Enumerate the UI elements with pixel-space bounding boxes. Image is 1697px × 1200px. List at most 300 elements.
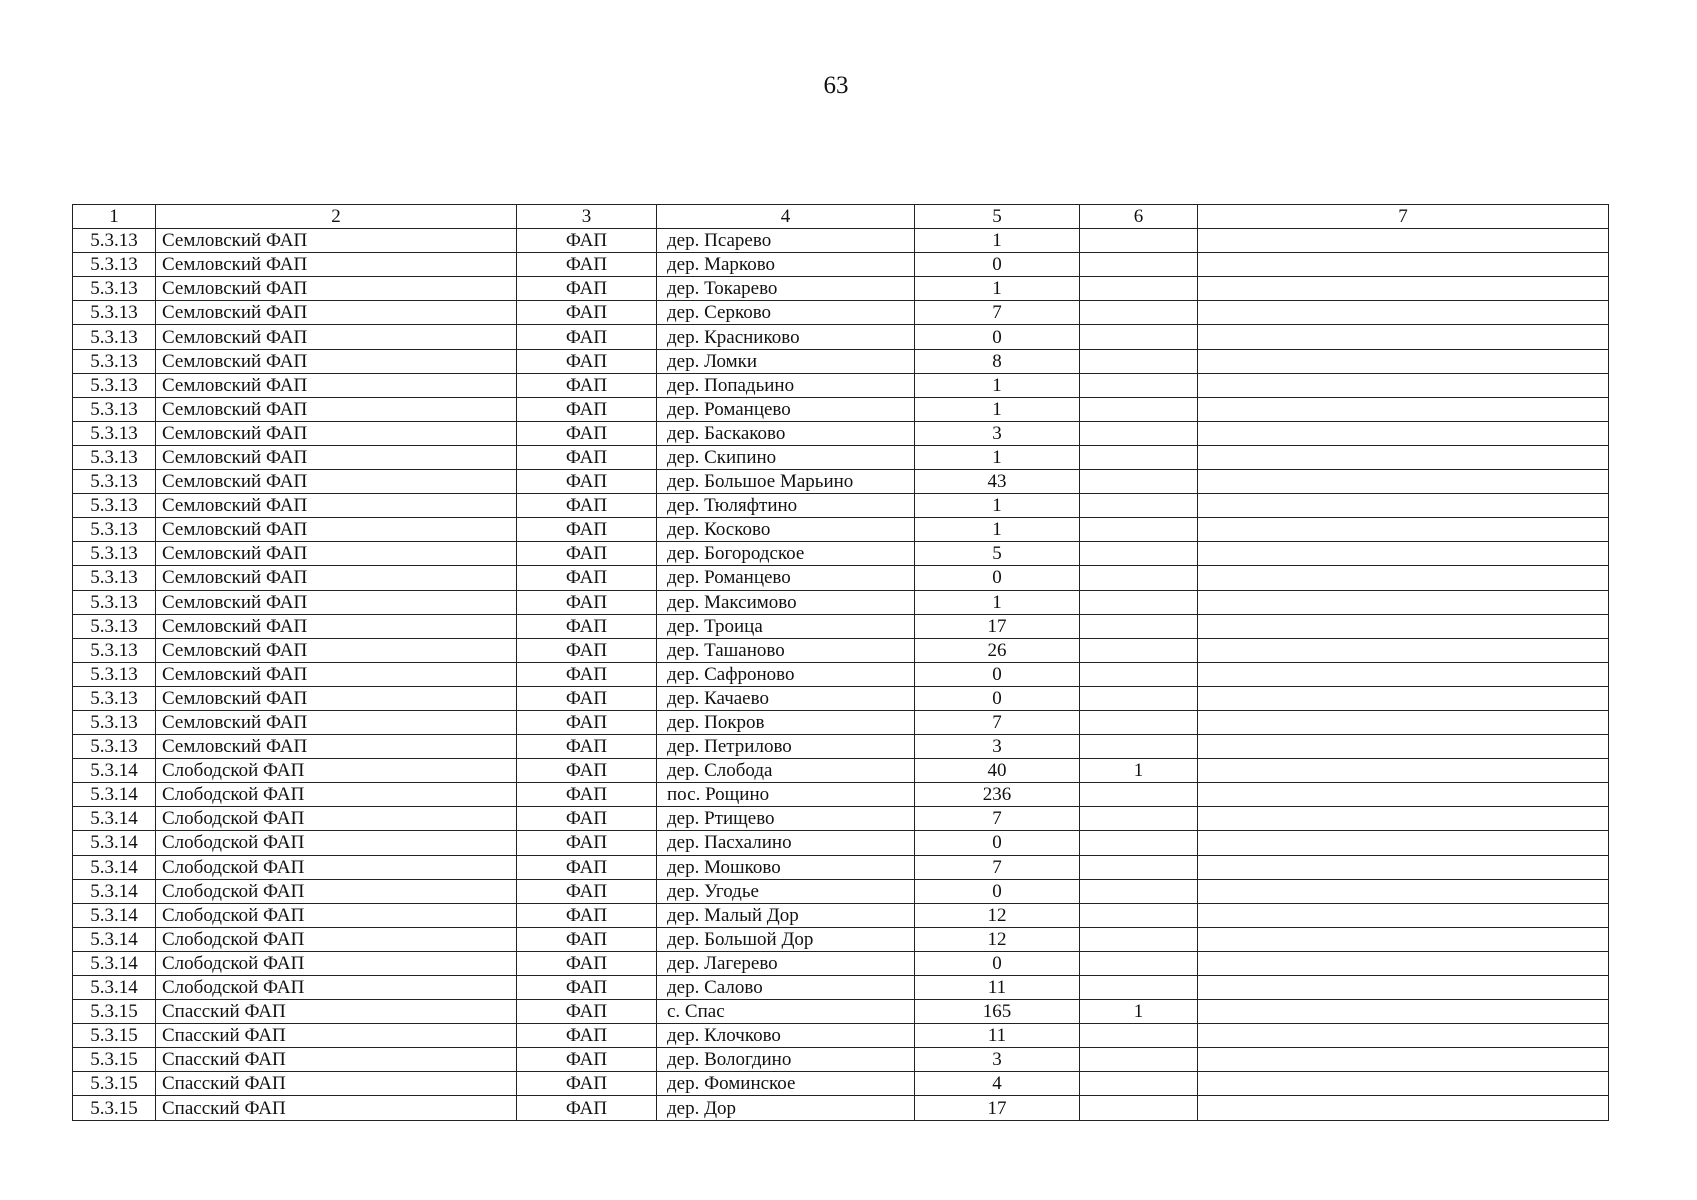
table-row [73, 710, 1609, 734]
cell-code: 5.3.13 [73, 229, 156, 253]
cell-col7 [1198, 1000, 1609, 1024]
cell-col7 [1198, 277, 1609, 301]
cell-col7 [1198, 349, 1609, 373]
cell-count: 0 [915, 951, 1080, 975]
cell-col7 [1198, 662, 1609, 686]
cell-col6 [1080, 349, 1198, 373]
cell-settlement: дер. Петрилово [657, 735, 915, 759]
cell-col7 [1198, 325, 1609, 349]
cell-settlement: дер. Косково [657, 518, 915, 542]
cell-settlement: дер. Красниково [657, 325, 915, 349]
cell-col6 [1080, 397, 1198, 421]
table-row [73, 951, 1609, 975]
cell-code: 5.3.14 [73, 855, 156, 879]
cell-type: ФАП [517, 397, 657, 421]
cell-facility: Семловский ФАП [156, 590, 517, 614]
header-col-3: 3 [517, 205, 657, 229]
table-row [73, 397, 1609, 421]
cell-settlement: дер. Попадьино [657, 373, 915, 397]
table-row [73, 229, 1609, 253]
cell-code: 5.3.13 [73, 518, 156, 542]
cell-col6 [1080, 229, 1198, 253]
table-row [73, 301, 1609, 325]
cell-code: 5.3.13 [73, 710, 156, 734]
cell-code: 5.3.14 [73, 783, 156, 807]
table-row [73, 542, 1609, 566]
table-row [73, 735, 1609, 759]
table-row [73, 1072, 1609, 1096]
cell-type: ФАП [517, 903, 657, 927]
cell-settlement: дер. Лагерево [657, 951, 915, 975]
cell-settlement: дер. Марково [657, 253, 915, 277]
cell-facility: Семловский ФАП [156, 445, 517, 469]
cell-facility: Семловский ФАП [156, 710, 517, 734]
cell-col6 [1080, 1072, 1198, 1096]
cell-col7 [1198, 229, 1609, 253]
cell-type: ФАП [517, 277, 657, 301]
cell-count: 1 [915, 229, 1080, 253]
table-row [73, 686, 1609, 710]
cell-count: 7 [915, 710, 1080, 734]
cell-col6 [1080, 638, 1198, 662]
cell-col7 [1198, 494, 1609, 518]
table-row [73, 855, 1609, 879]
cell-settlement: дер. Салово [657, 976, 915, 1000]
cell-col7 [1198, 470, 1609, 494]
cell-count: 26 [915, 638, 1080, 662]
cell-type: ФАП [517, 686, 657, 710]
cell-code: 5.3.13 [73, 253, 156, 277]
cell-col6 [1080, 566, 1198, 590]
cell-settlement: дер. Вологдино [657, 1048, 915, 1072]
cell-count: 1 [915, 277, 1080, 301]
cell-code: 5.3.15 [73, 1072, 156, 1096]
cell-col6 [1080, 976, 1198, 1000]
cell-count: 7 [915, 301, 1080, 325]
cell-type: ФАП [517, 542, 657, 566]
table-row [73, 349, 1609, 373]
cell-facility: Семловский ФАП [156, 614, 517, 638]
cell-count: 1 [915, 494, 1080, 518]
cell-col6 [1080, 807, 1198, 831]
cell-count: 1 [915, 373, 1080, 397]
cell-settlement: дер. Ташаново [657, 638, 915, 662]
cell-col6 [1080, 662, 1198, 686]
cell-col6 [1080, 445, 1198, 469]
cell-settlement: дер. Романцево [657, 566, 915, 590]
cell-col6 [1080, 855, 1198, 879]
cell-code: 5.3.13 [73, 397, 156, 421]
cell-type: ФАП [517, 590, 657, 614]
cell-facility: Семловский ФАП [156, 373, 517, 397]
cell-facility: Семловский ФАП [156, 325, 517, 349]
cell-col6 [1080, 542, 1198, 566]
page-number: 63 [823, 72, 849, 99]
table-header [73, 205, 1609, 229]
table-row [73, 590, 1609, 614]
cell-type: ФАП [517, 349, 657, 373]
table-row [73, 831, 1609, 855]
cell-facility: Семловский ФАП [156, 470, 517, 494]
cell-type: ФАП [517, 831, 657, 855]
cell-type: ФАП [517, 566, 657, 590]
cell-settlement: дер. Тюляфтино [657, 494, 915, 518]
cell-col7 [1198, 710, 1609, 734]
table-row [73, 494, 1609, 518]
cell-count: 1 [915, 397, 1080, 421]
header-row [73, 205, 1609, 229]
cell-code: 5.3.13 [73, 686, 156, 710]
cell-type: ФАП [517, 1072, 657, 1096]
cell-facility: Спасский ФАП [156, 1024, 517, 1048]
cell-count: 1 [915, 518, 1080, 542]
table-row [73, 614, 1609, 638]
table-row [73, 759, 1609, 783]
cell-col7 [1198, 1024, 1609, 1048]
table-row [73, 1024, 1609, 1048]
cell-count: 7 [915, 807, 1080, 831]
cell-settlement: дер. Пасхалино [657, 831, 915, 855]
cell-settlement: дер. Качаево [657, 686, 915, 710]
cell-code: 5.3.13 [73, 301, 156, 325]
cell-col6 [1080, 927, 1198, 951]
cell-facility: Семловский ФАП [156, 397, 517, 421]
cell-col6: 1 [1080, 1000, 1198, 1024]
cell-settlement: дер. Романцево [657, 397, 915, 421]
cell-code: 5.3.14 [73, 831, 156, 855]
cell-col6 [1080, 301, 1198, 325]
cell-settlement: дер. Скипино [657, 445, 915, 469]
cell-count: 8 [915, 349, 1080, 373]
cell-facility: Слободской ФАП [156, 927, 517, 951]
cell-facility: Семловский ФАП [156, 542, 517, 566]
cell-col6 [1080, 1048, 1198, 1072]
cell-col7 [1198, 855, 1609, 879]
cell-type: ФАП [517, 783, 657, 807]
cell-type: ФАП [517, 638, 657, 662]
cell-code: 5.3.13 [73, 445, 156, 469]
cell-facility: Слободской ФАП [156, 855, 517, 879]
cell-code: 5.3.13 [73, 662, 156, 686]
cell-facility: Слободской ФАП [156, 759, 517, 783]
cell-type: ФАП [517, 976, 657, 1000]
table-row [73, 903, 1609, 927]
cell-col7 [1198, 566, 1609, 590]
cell-type: ФАП [517, 614, 657, 638]
header-col-4: 4 [657, 205, 915, 229]
cell-count: 0 [915, 686, 1080, 710]
cell-col6 [1080, 325, 1198, 349]
cell-settlement: дер. Дор [657, 1096, 915, 1120]
cell-facility: Спасский ФАП [156, 1048, 517, 1072]
cell-col7 [1198, 518, 1609, 542]
cell-count: 11 [915, 1024, 1080, 1048]
cell-code: 5.3.13 [73, 542, 156, 566]
cell-count: 0 [915, 831, 1080, 855]
cell-col7 [1198, 831, 1609, 855]
cell-col6 [1080, 614, 1198, 638]
cell-code: 5.3.14 [73, 903, 156, 927]
cell-facility: Семловский ФАП [156, 421, 517, 445]
cell-facility: Семловский ФАП [156, 566, 517, 590]
cell-col7 [1198, 927, 1609, 951]
table-row [73, 879, 1609, 903]
cell-settlement: с. Спас [657, 1000, 915, 1024]
cell-facility: Семловский ФАП [156, 662, 517, 686]
cell-facility: Спасский ФАП [156, 1096, 517, 1120]
cell-type: ФАП [517, 1024, 657, 1048]
cell-col6 [1080, 253, 1198, 277]
cell-count: 5 [915, 542, 1080, 566]
cell-settlement: пос. Рощино [657, 783, 915, 807]
cell-settlement: дер. Ломки [657, 349, 915, 373]
cell-col7 [1198, 903, 1609, 927]
cell-type: ФАП [517, 1048, 657, 1072]
cell-type: ФАП [517, 807, 657, 831]
cell-facility: Слободской ФАП [156, 783, 517, 807]
table-row [73, 253, 1609, 277]
cell-code: 5.3.13 [73, 638, 156, 662]
table-row [73, 1000, 1609, 1024]
cell-code: 5.3.15 [73, 1024, 156, 1048]
cell-col7 [1198, 951, 1609, 975]
header-col-5: 5 [915, 205, 1080, 229]
cell-count: 0 [915, 253, 1080, 277]
cell-type: ФАП [517, 951, 657, 975]
cell-facility: Семловский ФАП [156, 301, 517, 325]
cell-count: 1 [915, 445, 1080, 469]
cell-col7 [1198, 686, 1609, 710]
cell-type: ФАП [517, 710, 657, 734]
header-col-1: 1 [73, 205, 156, 229]
cell-col6 [1080, 590, 1198, 614]
cell-col6: 1 [1080, 759, 1198, 783]
cell-type: ФАП [517, 421, 657, 445]
cell-count: 3 [915, 421, 1080, 445]
cell-count: 0 [915, 566, 1080, 590]
cell-facility: Семловский ФАП [156, 638, 517, 662]
table-row [73, 421, 1609, 445]
cell-settlement: дер. Баскаково [657, 421, 915, 445]
cell-facility: Слободской ФАП [156, 831, 517, 855]
cell-col6 [1080, 686, 1198, 710]
cell-code: 5.3.14 [73, 807, 156, 831]
table-row [73, 1048, 1609, 1072]
cell-col7 [1198, 1048, 1609, 1072]
cell-settlement: дер. Серково [657, 301, 915, 325]
cell-code: 5.3.14 [73, 759, 156, 783]
cell-settlement: дер. Богородское [657, 542, 915, 566]
cell-count: 4 [915, 1072, 1080, 1096]
cell-col6 [1080, 951, 1198, 975]
cell-settlement: дер. Токарево [657, 277, 915, 301]
cell-col7 [1198, 301, 1609, 325]
table-row [73, 445, 1609, 469]
cell-type: ФАП [517, 927, 657, 951]
table-row [73, 470, 1609, 494]
cell-count: 165 [915, 1000, 1080, 1024]
cell-count: 0 [915, 662, 1080, 686]
cell-code: 5.3.15 [73, 1048, 156, 1072]
cell-settlement: дер. Большое Марьино [657, 470, 915, 494]
cell-col6 [1080, 421, 1198, 445]
cell-col7 [1198, 735, 1609, 759]
cell-code: 5.3.13 [73, 325, 156, 349]
cell-code: 5.3.14 [73, 927, 156, 951]
cell-count: 17 [915, 1096, 1080, 1120]
cell-col7 [1198, 542, 1609, 566]
cell-code: 5.3.14 [73, 879, 156, 903]
cell-type: ФАП [517, 253, 657, 277]
cell-count: 236 [915, 783, 1080, 807]
cell-facility: Слободской ФАП [156, 879, 517, 903]
cell-code: 5.3.13 [73, 614, 156, 638]
cell-facility: Спасский ФАП [156, 1072, 517, 1096]
header-col-6: 6 [1080, 205, 1198, 229]
cell-count: 43 [915, 470, 1080, 494]
cell-col6 [1080, 518, 1198, 542]
cell-settlement: дер. Клочково [657, 1024, 915, 1048]
cell-code: 5.3.13 [73, 421, 156, 445]
cell-facility: Семловский ФАП [156, 494, 517, 518]
cell-code: 5.3.14 [73, 951, 156, 975]
cell-settlement: дер. Мошково [657, 855, 915, 879]
cell-facility: Слободской ФАП [156, 951, 517, 975]
cell-settlement: дер. Ртищево [657, 807, 915, 831]
cell-col6 [1080, 903, 1198, 927]
cell-code: 5.3.13 [73, 494, 156, 518]
cell-code: 5.3.15 [73, 1096, 156, 1120]
cell-col7 [1198, 253, 1609, 277]
cell-col7 [1198, 807, 1609, 831]
table-row [73, 518, 1609, 542]
cell-type: ФАП [517, 229, 657, 253]
cell-col7 [1198, 1072, 1609, 1096]
cell-col6 [1080, 879, 1198, 903]
cell-type: ФАП [517, 518, 657, 542]
cell-col6 [1080, 277, 1198, 301]
cell-type: ФАП [517, 759, 657, 783]
cell-count: 7 [915, 855, 1080, 879]
table-row [73, 325, 1609, 349]
cell-col6 [1080, 831, 1198, 855]
cell-col6 [1080, 1024, 1198, 1048]
cell-facility: Семловский ФАП [156, 349, 517, 373]
cell-col6 [1080, 735, 1198, 759]
cell-facility: Семловский ФАП [156, 277, 517, 301]
cell-col7 [1198, 614, 1609, 638]
cell-col7 [1198, 373, 1609, 397]
cell-col6 [1080, 1096, 1198, 1120]
table-row [73, 373, 1609, 397]
cell-settlement: дер. Фоминское [657, 1072, 915, 1096]
cell-settlement: дер. Слобода [657, 759, 915, 783]
table-body [73, 229, 1609, 1120]
cell-count: 1 [915, 590, 1080, 614]
cell-code: 5.3.13 [73, 470, 156, 494]
cell-facility: Слободской ФАП [156, 807, 517, 831]
cell-col6 [1080, 373, 1198, 397]
cell-count: 40 [915, 759, 1080, 783]
cell-count: 11 [915, 976, 1080, 1000]
cell-type: ФАП [517, 1000, 657, 1024]
cell-count: 3 [915, 1048, 1080, 1072]
cell-col7 [1198, 638, 1609, 662]
cell-type: ФАП [517, 445, 657, 469]
cell-code: 5.3.13 [73, 349, 156, 373]
header-col-7: 7 [1198, 205, 1609, 229]
cell-count: 12 [915, 927, 1080, 951]
cell-col6 [1080, 494, 1198, 518]
cell-col7 [1198, 783, 1609, 807]
cell-settlement: дер. Троица [657, 614, 915, 638]
cell-facility: Спасский ФАП [156, 1000, 517, 1024]
cell-settlement: дер. Псарево [657, 229, 915, 253]
cell-col6 [1080, 470, 1198, 494]
cell-type: ФАП [517, 494, 657, 518]
table-row [73, 783, 1609, 807]
cell-count: 17 [915, 614, 1080, 638]
cell-code: 5.3.14 [73, 976, 156, 1000]
cell-code: 5.3.13 [73, 277, 156, 301]
cell-settlement: дер. Максимово [657, 590, 915, 614]
cell-type: ФАП [517, 855, 657, 879]
cell-facility: Семловский ФАП [156, 686, 517, 710]
table-row [73, 566, 1609, 590]
cell-type: ФАП [517, 735, 657, 759]
cell-type: ФАП [517, 470, 657, 494]
cell-facility: Слободской ФАП [156, 976, 517, 1000]
cell-settlement: дер. Сафроново [657, 662, 915, 686]
cell-code: 5.3.13 [73, 590, 156, 614]
table-row [73, 277, 1609, 301]
table-row [73, 638, 1609, 662]
table-row [73, 807, 1609, 831]
data-table [72, 204, 1609, 1121]
cell-code: 5.3.13 [73, 566, 156, 590]
header-col-2: 2 [156, 205, 517, 229]
cell-facility: Семловский ФАП [156, 229, 517, 253]
cell-col7 [1198, 976, 1609, 1000]
cell-count: 3 [915, 735, 1080, 759]
cell-count: 0 [915, 325, 1080, 349]
cell-type: ФАП [517, 662, 657, 686]
cell-settlement: дер. Покров [657, 710, 915, 734]
cell-type: ФАП [517, 301, 657, 325]
cell-code: 5.3.13 [73, 735, 156, 759]
table-row [73, 976, 1609, 1000]
cell-count: 12 [915, 903, 1080, 927]
cell-code: 5.3.15 [73, 1000, 156, 1024]
cell-type: ФАП [517, 1096, 657, 1120]
cell-facility: Семловский ФАП [156, 518, 517, 542]
table-row [73, 662, 1609, 686]
cell-col7 [1198, 445, 1609, 469]
cell-col7 [1198, 879, 1609, 903]
cell-col7 [1198, 590, 1609, 614]
cell-type: ФАП [517, 879, 657, 903]
cell-col7 [1198, 397, 1609, 421]
cell-facility: Семловский ФАП [156, 735, 517, 759]
cell-settlement: дер. Угодье [657, 879, 915, 903]
cell-facility: Семловский ФАП [156, 253, 517, 277]
table-row [73, 927, 1609, 951]
cell-col7 [1198, 1096, 1609, 1120]
cell-col6 [1080, 783, 1198, 807]
cell-type: ФАП [517, 373, 657, 397]
table-row [73, 1096, 1609, 1120]
cell-settlement: дер. Малый Дор [657, 903, 915, 927]
